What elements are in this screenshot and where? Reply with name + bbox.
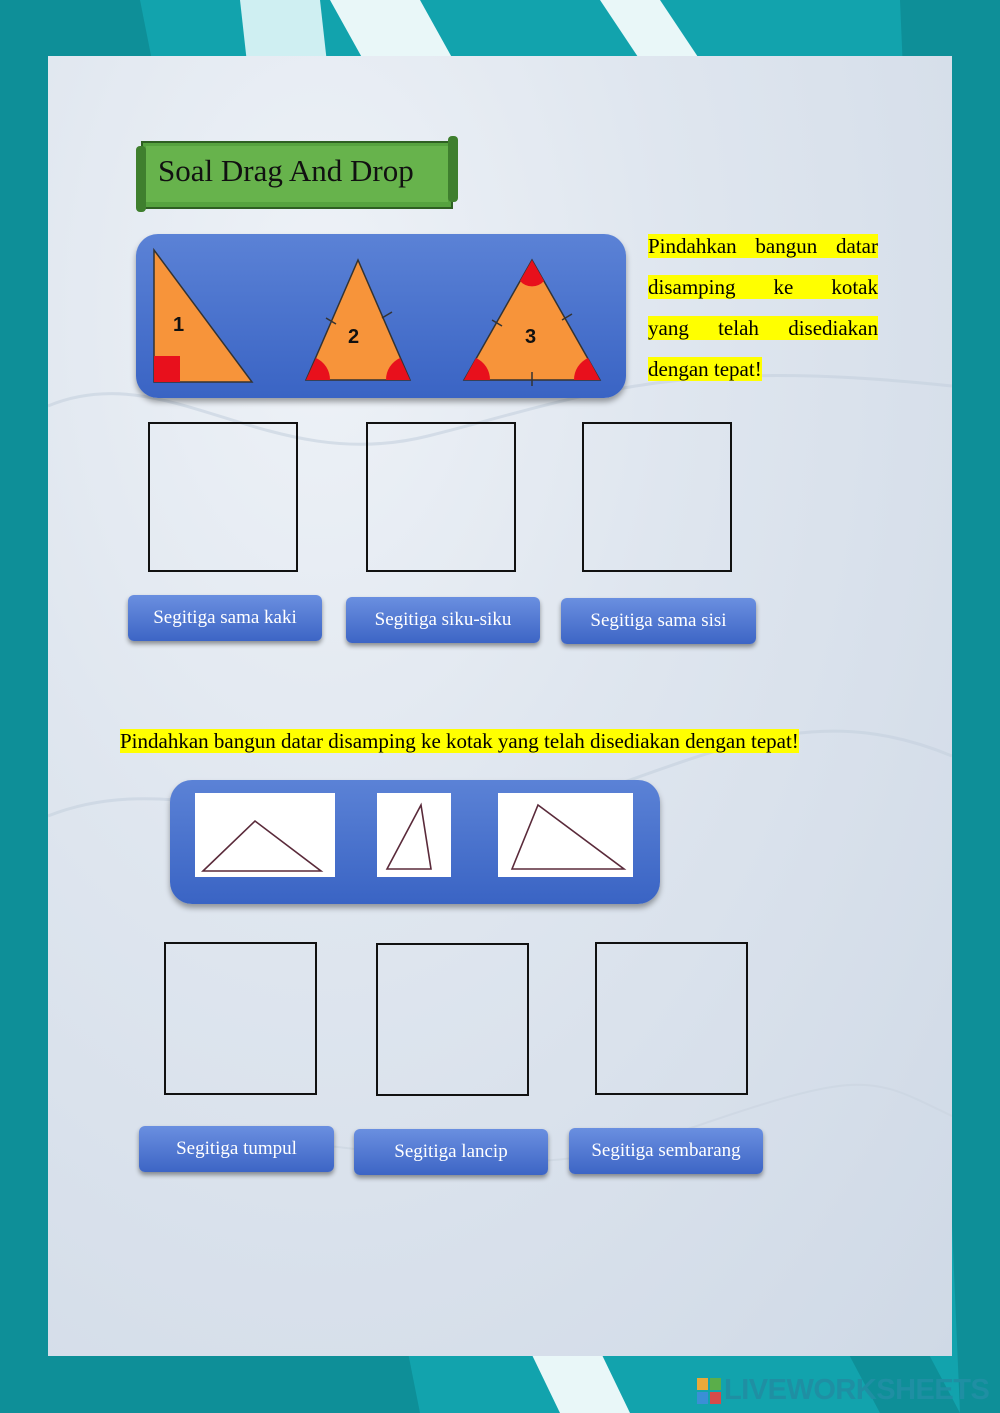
drop-box-1[interactable] bbox=[148, 422, 298, 572]
liveworksheets-logo-icon bbox=[697, 1378, 721, 1404]
shapes-1 bbox=[136, 234, 626, 398]
shape-number-1: 1 bbox=[173, 314, 185, 336]
right-triangle-shape[interactable] bbox=[154, 250, 252, 382]
label-segitiga-lancip[interactable]: Segitiga lancip bbox=[354, 1129, 548, 1175]
label-segitiga-sama-kaki[interactable]: Segitiga sama kaki bbox=[128, 595, 322, 641]
scalene-triangle-shape bbox=[498, 793, 633, 877]
drop-box-5[interactable] bbox=[376, 943, 529, 1096]
shape-number-3: 3 bbox=[525, 326, 537, 348]
equilateral-triangle-shape[interactable] bbox=[464, 260, 600, 386]
liveworksheets-logo: LIVEWORKSHEETS bbox=[724, 1374, 990, 1406]
drop-box-2[interactable] bbox=[366, 422, 516, 572]
drop-box-6[interactable] bbox=[595, 942, 748, 1095]
instruction-section-1: Pindahkan bangun datar disamping ke kotak yang telah disediakan dengan tepat! bbox=[648, 234, 878, 381]
acute-triangle-shape bbox=[377, 793, 451, 877]
isosceles-triangle-shape[interactable] bbox=[306, 260, 410, 380]
obtuse-triangle-card[interactable] bbox=[195, 793, 335, 877]
drop-box-3[interactable] bbox=[582, 422, 732, 572]
instruction-section-2: Pindahkan bangun datar disamping ke kotak yang telah disediakan dengan tepat! bbox=[120, 729, 799, 753]
obtuse-triangle-shape bbox=[195, 793, 335, 877]
shape-number-2: 2 bbox=[348, 326, 360, 348]
page-title: Soal Drag And Drop bbox=[158, 153, 414, 188]
drop-box-4[interactable] bbox=[164, 942, 317, 1095]
label-segitiga-sama-sisi[interactable]: Segitiga sama sisi bbox=[561, 598, 756, 644]
acute-triangle-card[interactable] bbox=[377, 793, 451, 877]
label-segitiga-tumpul[interactable]: Segitiga tumpul bbox=[139, 1126, 334, 1172]
label-segitiga-sembarang[interactable]: Segitiga sembarang bbox=[569, 1128, 763, 1174]
label-segitiga-siku-siku[interactable]: Segitiga siku-siku bbox=[346, 597, 540, 643]
scalene-triangle-card[interactable] bbox=[498, 793, 633, 877]
